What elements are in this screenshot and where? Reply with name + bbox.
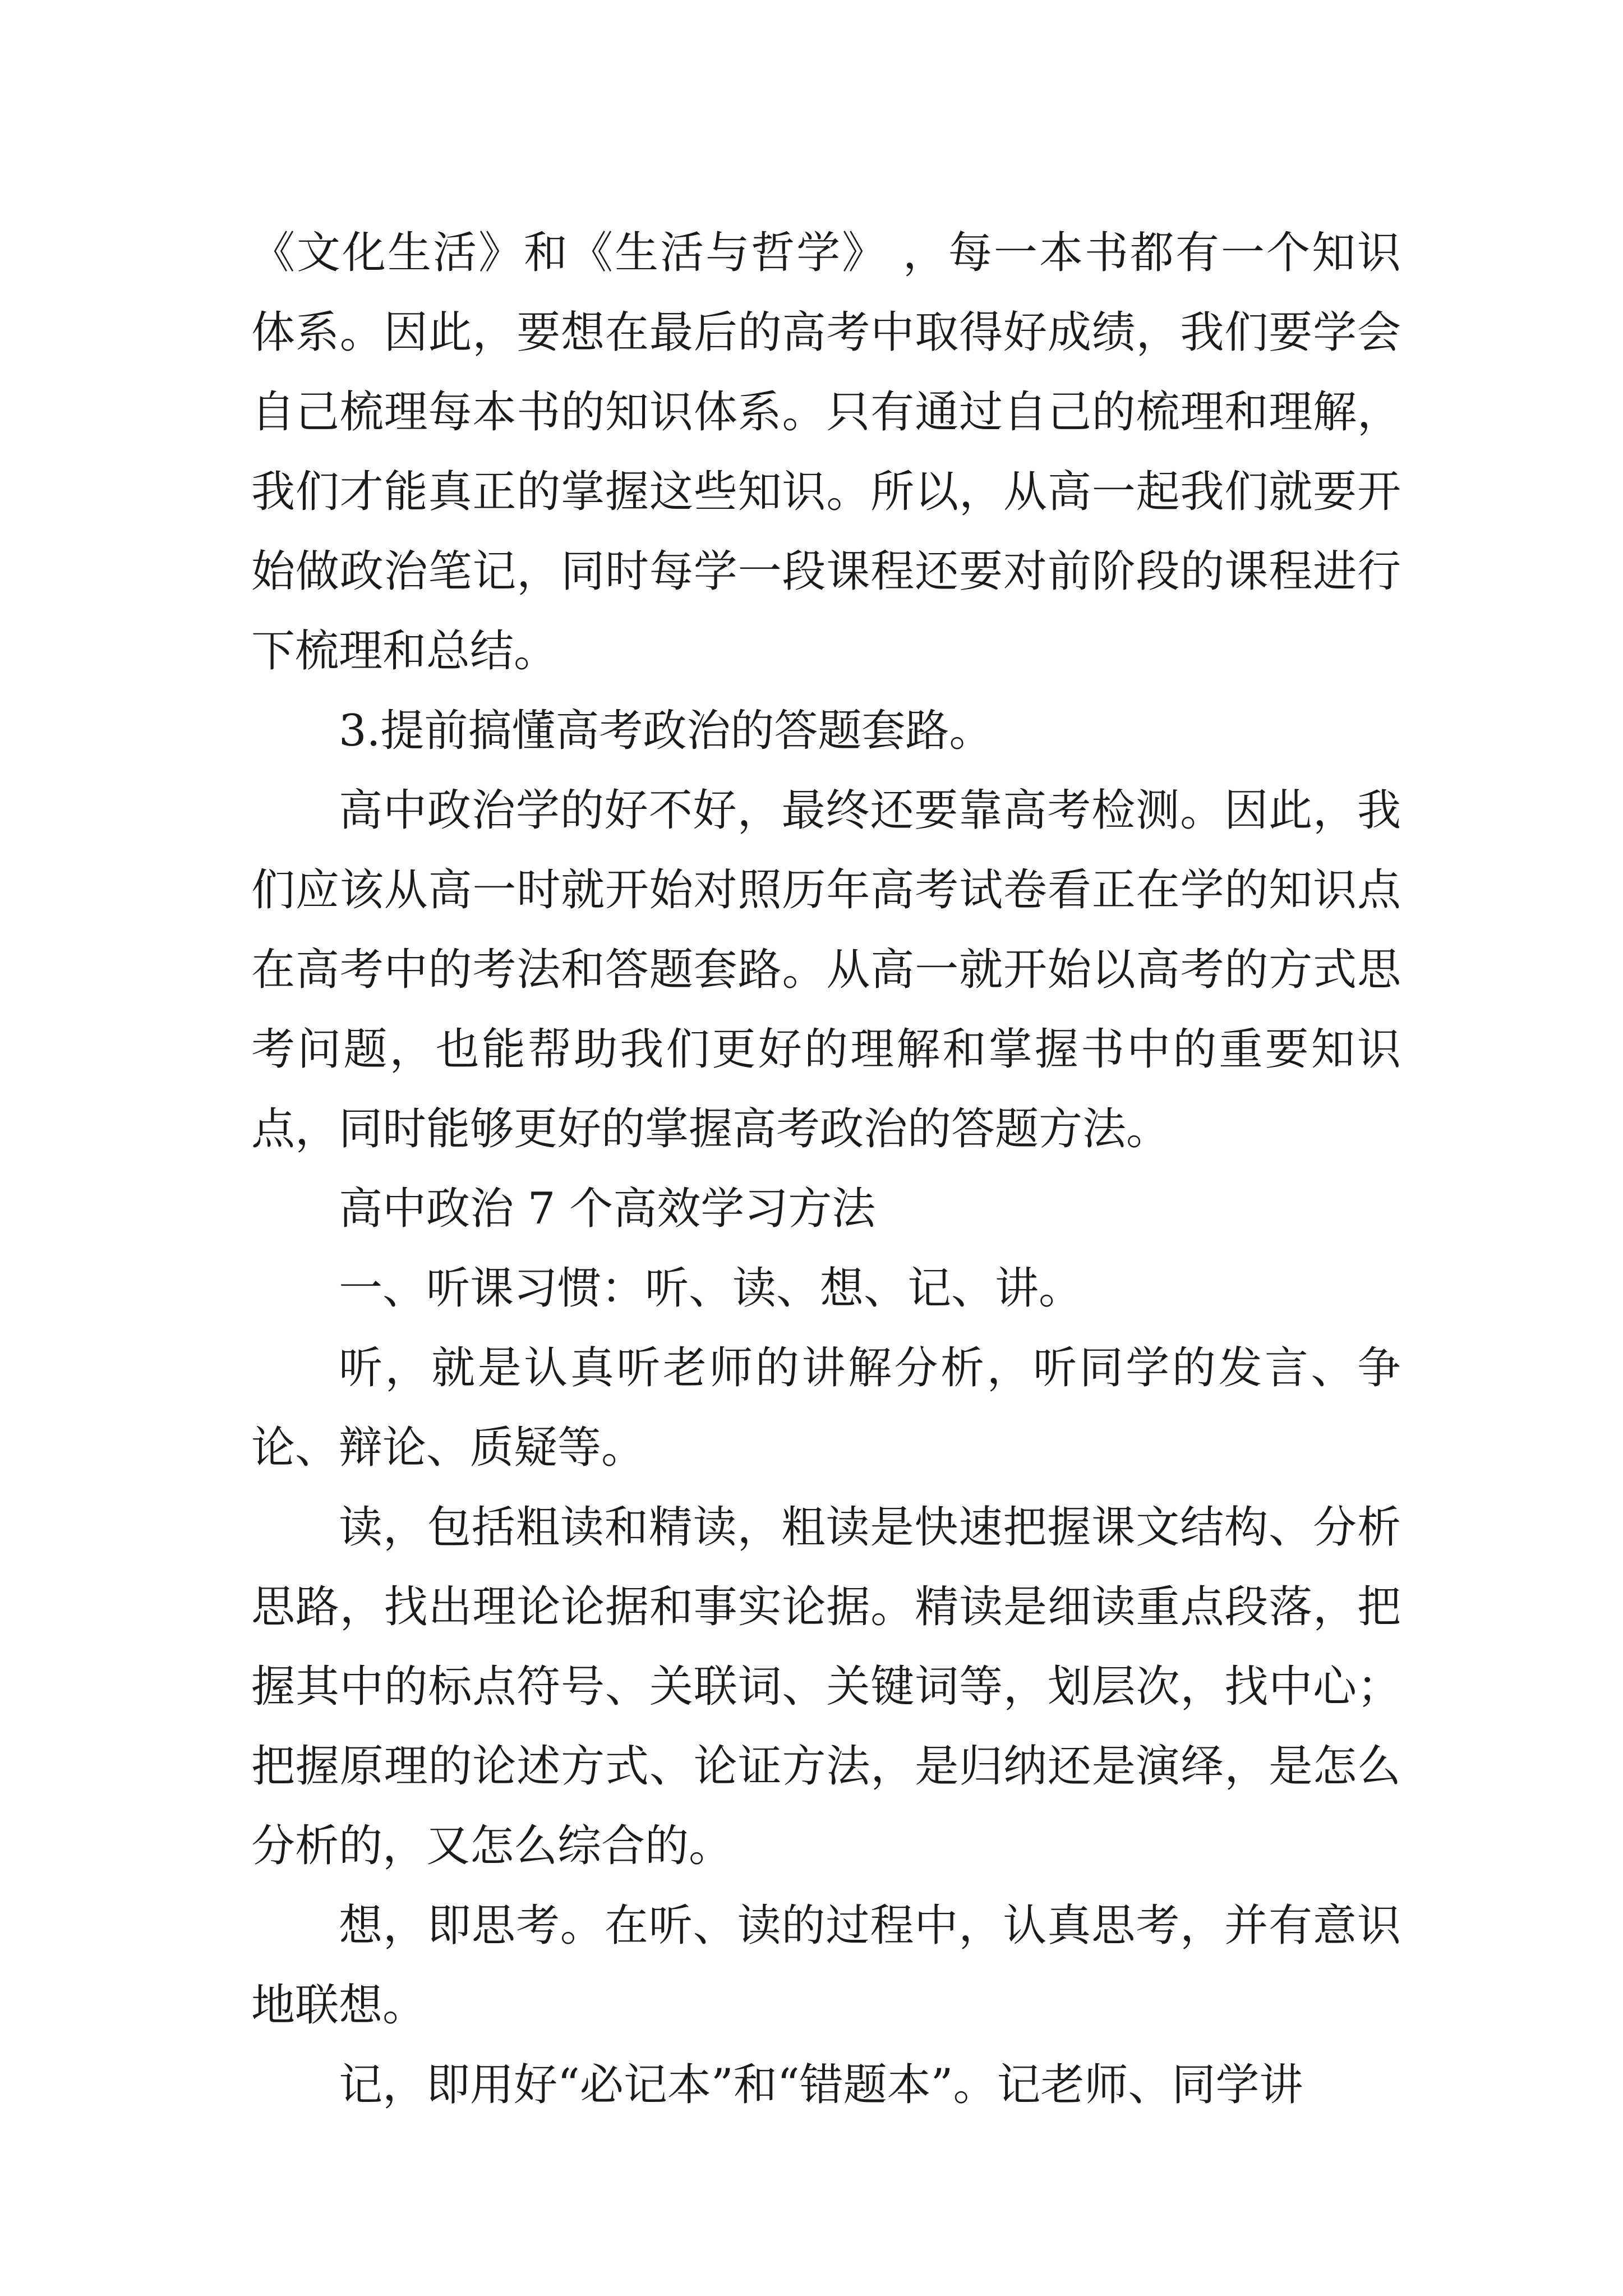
paragraph-knowledge-system: 《文化生活》和《生活与哲学》 ，每一本书都有一个知识体系。因此，要想在最后的高考中取得好成绩，我们要学会自己梳理每本书的知识体系。只有通过自己的梳理和理解，我们才能真正的掌握这些知识。所以，从高一起我们就要开始做政治笔记，同时每学一段课程还要对前阶段的课程进行下梳理和总结。 xyxy=(251,228,1401,677)
document-body xyxy=(251,213,1401,2125)
section-title-study-methods: 高中政治 7 个高效学习方法 xyxy=(339,1184,876,1234)
paragraph-read: 读，包括粗读和精读，粗读是快速把握课文结构、分析思路，找出理论论据和事实论据。精读是细读重点段落，把握其中的标点符号、关联词、关键词等，划层次，找中心；把握原理的论述方式、论证方法，是归纳还是演绎，是怎么分析的，又怎么综合的。 xyxy=(251,1502,1401,1871)
paragraph-exam-strategy: 高中政治学的好不好，最终还要靠高考检测。因此，我们应该从高一时就开始对照历年高考试卷看正在学的知识点在高考中的考法和答题套路。从高一就开始以高考的方式思考问题，也能帮助我们更好的理解和掌握书中的重要知识点，同时能够更好的掌握高考政治的答题方法。 xyxy=(251,785,1401,1154)
paragraph-think: 想，即思考。在听、读的过程中，认真思考，并有意识地联想。 xyxy=(251,1901,1401,2031)
paragraph-exam-strategy-heading: 3.提前搞懂高考政治的答题套路。 xyxy=(339,706,993,756)
paragraph-record: 记，即用好“必记本”和“错题本”。记老师、同学讲 xyxy=(339,2060,1303,2110)
method-heading-listening-habits: 一、听课习惯：听、读、想、记、讲。 xyxy=(339,1263,1083,1314)
paragraph-listen: 听，就是认真听老师的讲解分析，听同学的发言、争论、辩论、质疑等。 xyxy=(251,1343,1401,1473)
